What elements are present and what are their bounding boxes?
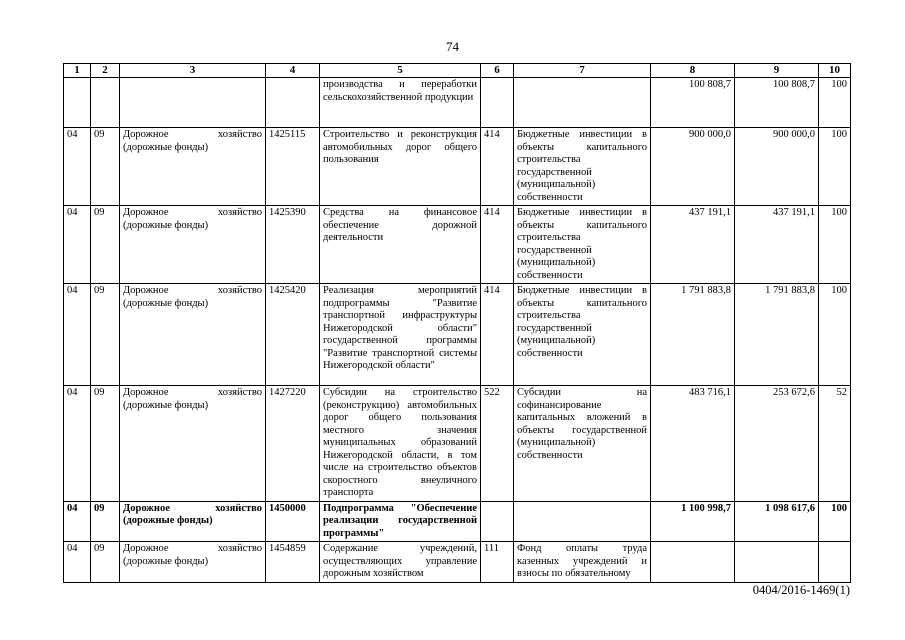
document-code: 0404/2016-1469(1) <box>752 583 850 597</box>
table-row <box>64 501 851 542</box>
execution-percent-cell: 100 <box>819 206 851 284</box>
target-name-cell: Строительство и реконструкция автомобильных дорог общего пользования <box>320 128 481 206</box>
executed-amount-cell: 1 098 617,6 <box>735 501 819 542</box>
expense-type-name-cell: Бюджетные инвестиции в объекты капитального строительства государственной (муниципальной) собственности <box>514 128 651 206</box>
header-cell: 3 <box>120 64 266 78</box>
header-cell: 8 <box>651 64 735 78</box>
subsection-code-cell: 09 <box>91 128 120 206</box>
planned-amount-cell: 437 191,1 <box>651 206 735 284</box>
section-code-cell: 04 <box>64 386 91 502</box>
table-row <box>64 386 851 502</box>
section-name-cell: Дорожное хозяйство (дорожные фонды) <box>120 284 266 386</box>
budget-table <box>63 63 851 583</box>
planned-amount-cell: 900 000,0 <box>651 128 735 206</box>
section-name-cell: Дорожное хозяйство (дорожные фонды) <box>120 542 266 583</box>
target-code-cell <box>266 78 320 128</box>
target-code-cell: 1454859 <box>266 542 320 583</box>
section-code-cell: 04 <box>64 206 91 284</box>
page-number: 74 <box>446 39 459 54</box>
expense-type-name-cell: Субсидии на софинансирование капитальных вложений в объекты государственной (муниципальной) собственности <box>514 386 651 502</box>
section-name-cell: Дорожное хозяйство (дорожные фонды) <box>120 386 266 502</box>
subsection-code-cell: 09 <box>91 284 120 386</box>
expense-type-name-cell: Бюджетные инвестиции в объекты капитального строительства государственной (муниципальной) собственности <box>514 206 651 284</box>
execution-percent-cell: 100 <box>819 128 851 206</box>
section-name-cell: Дорожное хозяйство (дорожные фонды) <box>120 501 266 542</box>
expense-type-name-cell: Бюджетные инвестиции в объекты капитального строительства государственной (муниципальной) собственности <box>514 284 651 386</box>
header-cell: 1 <box>64 64 91 78</box>
executed-amount-cell: 253 672,6 <box>735 386 819 502</box>
executed-amount-cell: 900 000,0 <box>735 128 819 206</box>
subsection-code-cell: 09 <box>91 501 120 542</box>
execution-percent-cell: 100 <box>819 501 851 542</box>
header-cell: 2 <box>91 64 120 78</box>
expense-type-name-cell: Фонд оплаты труда казенных учреждений и взносы по обязательному <box>514 542 651 583</box>
target-name-cell: Средства на финансовое обеспечение дорожной деятельности <box>320 206 481 284</box>
planned-amount-cell: 1 100 998,7 <box>651 501 735 542</box>
section-name-cell: Дорожное хозяйство (дорожные фонды) <box>120 206 266 284</box>
header-cell: 5 <box>320 64 481 78</box>
execution-percent-cell: 100 <box>819 78 851 128</box>
header-cell: 6 <box>481 64 514 78</box>
target-name-cell: Содержание учреждений, осуществляющих управление дорожным хозяйством <box>320 542 481 583</box>
expense-type-code-cell: 414 <box>481 128 514 206</box>
section-name-cell: Дорожное хозяйство (дорожные фонды) <box>120 128 266 206</box>
target-name-cell: производства и переработки сельскохозяйственной продукции <box>320 78 481 128</box>
expense-type-code-cell: 522 <box>481 386 514 502</box>
target-name-cell: Реализация мероприятий подпрограммы "Развитие транспортной инфраструктуры Нижегородской области" государственной программы "Развитие транспортной системы Нижегородской области" <box>320 284 481 386</box>
executed-amount-cell <box>735 542 819 583</box>
executed-amount-cell: 100 808,7 <box>735 78 819 128</box>
execution-percent-cell: 100 <box>819 284 851 386</box>
target-code-cell: 1425420 <box>266 284 320 386</box>
expense-type-name-cell <box>514 501 651 542</box>
planned-amount-cell: 100 808,7 <box>651 78 735 128</box>
subsection-code-cell <box>91 78 120 128</box>
header-cell: 7 <box>514 64 651 78</box>
table-row <box>64 542 851 583</box>
target-code-cell: 1427220 <box>266 386 320 502</box>
expense-type-code-cell: 414 <box>481 284 514 386</box>
planned-amount-cell <box>651 542 735 583</box>
subsection-code-cell: 09 <box>91 206 120 284</box>
table-row <box>64 128 851 206</box>
target-code-cell: 1425115 <box>266 128 320 206</box>
table-row <box>64 284 851 386</box>
target-name-cell: Подпрограмма "Обеспечение реализации государственной программы" <box>320 501 481 542</box>
section-name-cell <box>120 78 266 128</box>
executed-amount-cell: 437 191,1 <box>735 206 819 284</box>
expense-type-name-cell <box>514 78 651 128</box>
header-cell: 4 <box>266 64 320 78</box>
section-code-cell: 04 <box>64 128 91 206</box>
expense-type-code-cell: 111 <box>481 542 514 583</box>
table-row <box>64 206 851 284</box>
execution-percent-cell: 52 <box>819 386 851 502</box>
executed-amount-cell: 1 791 883,8 <box>735 284 819 386</box>
expense-type-code-cell: 414 <box>481 206 514 284</box>
subsection-code-cell: 09 <box>91 386 120 502</box>
expense-type-code-cell <box>481 78 514 128</box>
header-cell: 9 <box>735 64 819 78</box>
planned-amount-cell: 1 791 883,8 <box>651 284 735 386</box>
section-code-cell: 04 <box>64 542 91 583</box>
section-code-cell <box>64 78 91 128</box>
planned-amount-cell: 483 716,1 <box>651 386 735 502</box>
target-name-cell: Субсидии на строительство (реконструкцию) автомобильных дорог общего пользования местного значения муниципальных образований Нижегородской области, в том числе на строительство объектов скоростного внеуличного транспорта <box>320 386 481 502</box>
subsection-code-cell: 09 <box>91 542 120 583</box>
table-row <box>64 78 851 128</box>
section-code-cell: 04 <box>64 501 91 542</box>
target-code-cell: 1425390 <box>266 206 320 284</box>
expense-type-code-cell <box>481 501 514 542</box>
target-code-cell: 1450000 <box>266 501 320 542</box>
header-cell: 10 <box>819 64 851 78</box>
section-code-cell: 04 <box>64 284 91 386</box>
header-row <box>64 64 851 78</box>
execution-percent-cell <box>819 542 851 583</box>
